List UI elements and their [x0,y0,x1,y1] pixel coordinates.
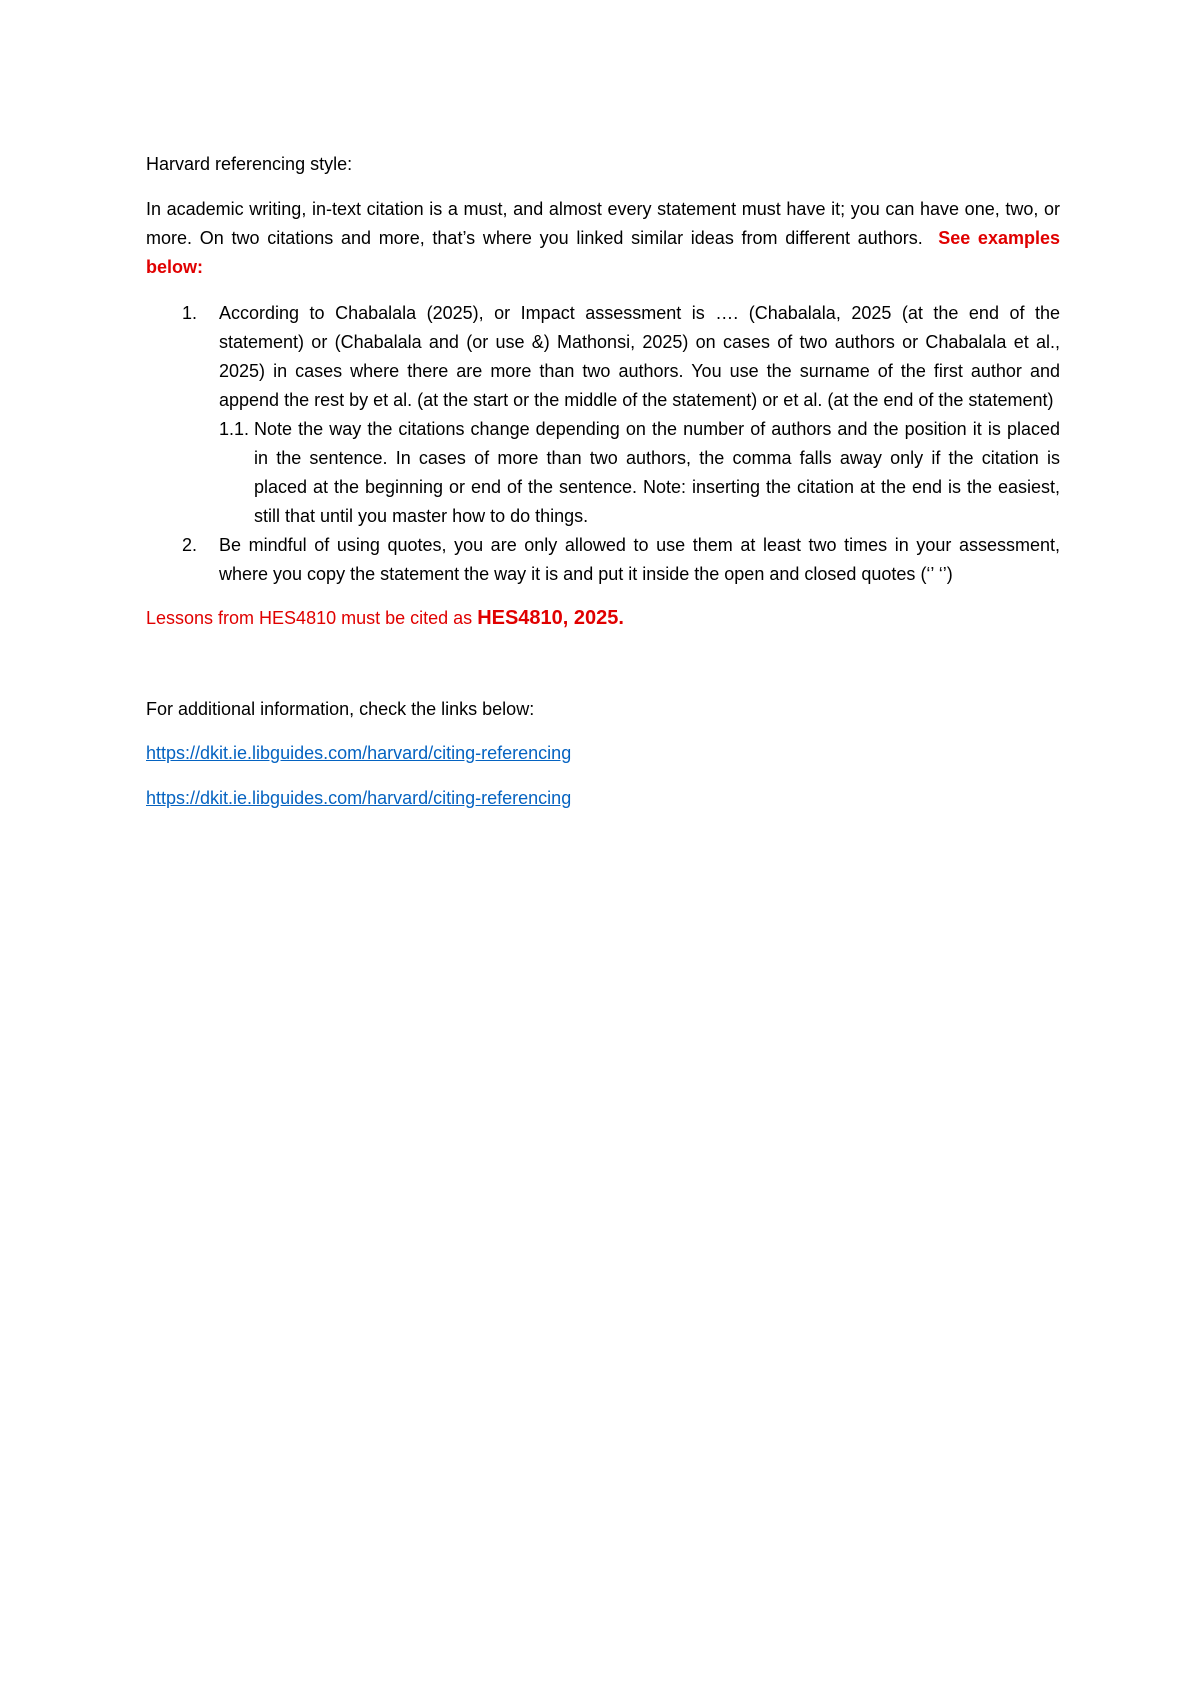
list-number-2: 2. [182,535,198,555]
reference-link-2-container [146,784,1060,813]
lessons-note [146,604,1060,633]
list-text-2: Be mindful of using quotes, you are only allowed to use them at least two times in your assessment, where you copy the statement the way it is and put it inside the open and closed quotes (‘’ ‘’) [219,535,1060,584]
examples-list [146,299,1060,589]
intro-paragraph [146,195,1060,282]
sub-list-text: Note the way the citations change depending on the number of authors and the position it is placed in the sentence. In cases of more than two authors, the comma falls away only if the citation is placed at the beginning or end of the sentence. Note: inserting the citation at the end is the easiest, still that until you master how to do things. [254,419,1060,526]
additional-info: For additional information, check the links below: [146,699,535,719]
list-text-1: According to Chabalala (2025), or Impact assessment is …. (Chabalala, 2025 (at the end of the statement) or (Chabalala and (or use &) Mathonsi, 2025) on cases of two authors or Chabalala et al., 2025) in cases where there are more than two authors. You use the surname of the first author and append the rest by et al. (at the start or the middle of the statement) or et al. (at the end of the statement) [219,303,1060,410]
reference-link-1-container [146,739,1060,768]
reference-link-2[interactable]: https://dkit.ie.libguides.com/harvard/citing-referencing [146,788,572,808]
document-page [146,150,1060,829]
intro-text: In academic writing, in-text citation is a must, and almost every statement must have it; you can have one, two, or more. On two citations and more, that’s where you linked similar ideas from different authors. [146,199,1060,248]
list-item-2 [146,531,1060,589]
heading: Harvard referencing style: [146,154,353,174]
intro-highlight: See examples below: [146,228,1060,277]
lessons-text: Lessons from HES4810 must be cited as [146,608,473,628]
list-number-1: 1. [182,303,198,323]
sub-list-number: 1.1. [219,419,250,439]
lessons-citation: HES4810, 2025. [477,607,624,629]
reference-link-1[interactable]: https://dkit.ie.libguides.com/harvard/citing-referencing [146,743,572,763]
sub-list-item [219,415,1060,531]
list-item-1 [146,299,1060,531]
